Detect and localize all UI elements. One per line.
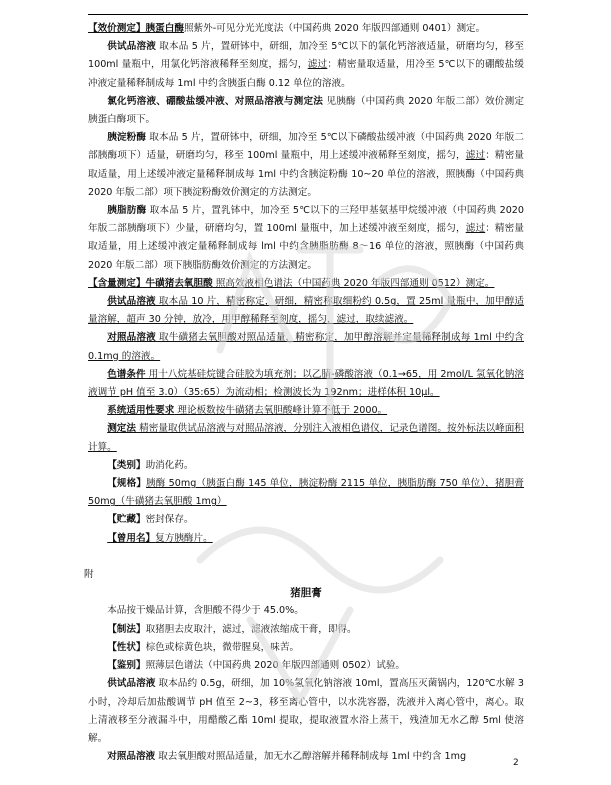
text-run: 取本品 10 片，精密称定，研细，精密称取细粉约 0.5g，置 25ml 量瓶中，加甲醇适量溶解，超声 30 分钟，放冷，用甲醇稀释至刻度，摇匀，滤过，取续滤液。 bbox=[88, 296, 524, 326]
paragraph bbox=[88, 202, 524, 275]
text-run: 精密量取供试品溶液与对照品溶液，分别注入液相色谱仪，记录色谱图。按外标法以峰面积计算。 bbox=[88, 423, 524, 453]
text-run: 【效价测定】胰蛋白酶 bbox=[88, 23, 184, 34]
text-run: 【类别】 bbox=[107, 459, 146, 471]
paragraph bbox=[88, 402, 524, 420]
text-run: 对照品溶液 bbox=[107, 751, 156, 763]
text-run: 照紫外-可见分光光度法（中国药典 2020 年版四部通则 0401）测定。 bbox=[183, 23, 486, 34]
text-run: 【鉴别】 bbox=[107, 660, 146, 672]
text-run: 取猪胆去皮取汁，滤过，滤液浓缩成干膏，即得。 bbox=[145, 623, 357, 635]
text-run: 供试品溶液 bbox=[107, 678, 156, 690]
text-run: 【贮藏】 bbox=[107, 514, 146, 526]
text-run: 取去氧胆酸对照品适量，加无水乙醇溶解并稀释制成每 1ml 中约含 1mg bbox=[155, 751, 467, 763]
text-run: 取本品 5 片，置研钵中，研细，加冷至 5℃以下磷酸盐缓冲液（中国药典 2020 年版二部胰酶项下）适量，研磨均匀，移至 100ml 量瓶中，用上述缓冲液稀释至刻度，摇匀， bbox=[88, 132, 525, 162]
paragraph bbox=[88, 38, 524, 93]
paragraph bbox=[88, 621, 524, 639]
text-run: 取本品 5 片，置乳钵中，加冷至 5℃以下的三羟甲基氨基甲烷缓冲液（中国药典 2020 年版二部胰酶项下）少量，研磨均匀，置 100ml 量瓶中，加上述缓冲液至刻度，摇匀， bbox=[88, 205, 524, 235]
text-run: 理论板数按牛磺猪去氧胆酸峰计算不低于 2000。 bbox=[174, 405, 388, 417]
text-run: 棕色或棕黄色块，微带腥臭，味苦。 bbox=[145, 641, 300, 653]
text-run: 测定法 bbox=[107, 423, 137, 435]
text-run: 色谱条件 bbox=[107, 368, 146, 380]
paragraph bbox=[88, 20, 524, 38]
page-number: 2 bbox=[513, 758, 519, 768]
text-run: 照高效液相色谱法（中国药典 2020 年版四部通则 0512）测定。 bbox=[212, 277, 495, 289]
section-title: 猪胆膏 bbox=[290, 587, 322, 600]
document-body bbox=[84, 20, 525, 766]
text-run: 取牛磺猪去氧胆酸对照品适量，精密称定，加甲醇溶解并定量稀释制成每 1ml 中约含 0.1mg 的溶液。 bbox=[88, 332, 525, 362]
paragraph bbox=[88, 475, 524, 511]
text-run: 【含量测定】牛磺猪去氧胆酸 bbox=[88, 277, 213, 289]
text-run: 助消化药。 bbox=[145, 459, 194, 471]
text-run: 本品按干燥品计算，含胆酸不得少于 45.0%。 bbox=[107, 605, 304, 617]
paragraph bbox=[88, 511, 524, 529]
text-run: ：精密量取适量，用冷至 5℃以下的硼酸盐缓冲液定量稀释制成每 1ml 中约含胰蛋白酶 0.12 单位的溶液。 bbox=[88, 59, 524, 89]
text-run: 滤过 bbox=[465, 223, 486, 235]
text-run: 供试品溶液 bbox=[107, 296, 156, 308]
paragraph bbox=[88, 602, 524, 620]
paragraph bbox=[88, 329, 524, 365]
monograph-section bbox=[88, 20, 524, 548]
paragraph bbox=[88, 748, 524, 766]
text-run: 胰脂肪酶 bbox=[107, 205, 147, 217]
paragraph bbox=[88, 639, 524, 657]
text-run: 【制法】 bbox=[107, 623, 146, 635]
paragraph bbox=[88, 675, 524, 748]
paragraph bbox=[88, 457, 524, 475]
text-run: 胰酶 50mg（胰蛋白酶 145 单位，胰淀粉酶 2115 单位，胰脂肪酶 750 单位），猪胆膏 50mg（牛磺猪去氧胆酸 1mg） bbox=[88, 478, 525, 508]
text-run: 对照品溶液 bbox=[107, 332, 156, 344]
text-run: 滤过 bbox=[465, 150, 486, 162]
paragraph bbox=[88, 530, 524, 548]
paragraph bbox=[88, 275, 524, 293]
header-rule bbox=[88, 14, 528, 15]
text-run: 【曾用名】 bbox=[107, 532, 156, 544]
text-run: 取本品约 0.5g，研细，加 10%氢氧化钠溶液 10ml，置高压灭菌锅内，120℃水解 3 小时，冷却后加盐酸调节 pH 值至 2~3，移至离心管中，以水洗容器，洗液并入离心管中，离心。取上清液移至分液漏斗中，用醋酸乙酯 10ml 提取，提取液置水浴上蒸干，残渣加无水乙醇 5ml 使溶解。 bbox=[88, 678, 525, 744]
paragraph bbox=[88, 129, 524, 202]
text-run: 供试品溶液 bbox=[107, 41, 157, 53]
text-run: 密封保存。 bbox=[145, 514, 194, 526]
appendix-section bbox=[88, 602, 524, 766]
text-run: 照薄层色谱法（中国药典 2020 年版四部通则 0502）试验。 bbox=[145, 660, 406, 672]
text-run: 见胰酶（中国药典 2020 年版二部）效价测定胰蛋白酶项下。 bbox=[88, 95, 524, 126]
text-run: 复方胰酶片。 bbox=[155, 532, 213, 544]
paragraph bbox=[88, 420, 524, 456]
text-run: 取本品 5 片，置研钵中，研细，加冷至 5℃以下的氯化钙溶液适量，研磨均匀，移至 100ml 量瓶中，用氯化钙溶液稀释至刻度，摇匀， bbox=[88, 41, 525, 71]
text-run: 胰淀粉酶 bbox=[107, 132, 147, 144]
appendix-label: 附 bbox=[84, 569, 94, 581]
paragraph bbox=[88, 293, 524, 329]
paragraph bbox=[88, 366, 524, 402]
text-run: 用十八烷基硅烷键合硅胶为填充剂；以乙腈-磷酸溶液（0.1→65，用 2mol/L 氢氧化钠溶液调节 pH 值至 3.0）（35:65）为流动相；检测波长为 192nm；进样体积 10μl。 bbox=[88, 368, 524, 399]
text-run: 滤过 bbox=[307, 59, 328, 71]
text-run: 系统适用性要求 bbox=[107, 405, 175, 417]
text-run: 【性状】 bbox=[107, 641, 146, 653]
text-run: 【规格】 bbox=[107, 478, 147, 490]
paragraph bbox=[88, 657, 524, 675]
text-run: ：精密量取适量，用上述缓冲液定量稀释制成每 1ml 中约含胰淀粉酶 10~20 单位的溶液，照胰酶（中国药典 2020 年版二部）项下胰淀粉酶效价测定的方法测定。 bbox=[88, 150, 525, 198]
text-run: 氯化钙溶液、硼酸盐缓冲液、对照品溶液与测定法 bbox=[107, 95, 324, 107]
paragraph bbox=[88, 93, 524, 129]
text-run: ：精密量取适量，用上述缓冲液定量稀释制成每 lml 中约含胰脂肪酶 8～16 单位的溶液，照胰酶（中国药典 2020 年版二部）项下胰脂肪酶效价测定的方法测定。 bbox=[88, 223, 525, 271]
